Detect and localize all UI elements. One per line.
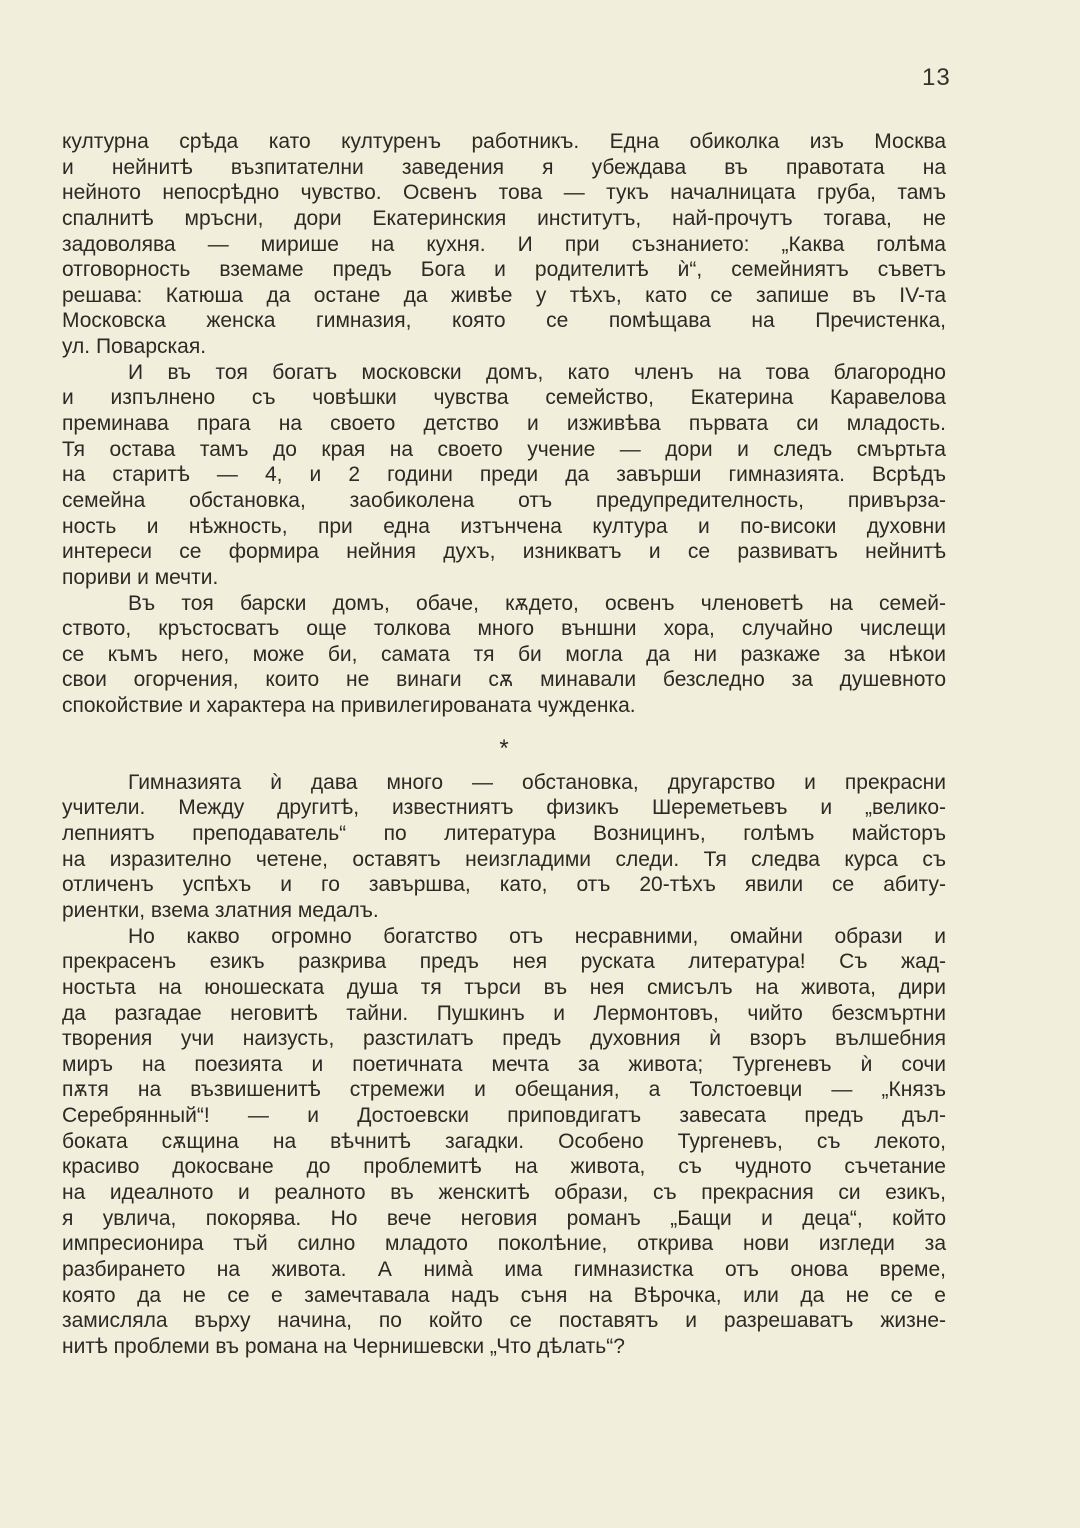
text-line-content: отговорность вземаме предъ Бога и родителитѣ ѝ“, семейниятъ съветъ	[62, 258, 946, 282]
text-line-content: пориви и мечти.	[62, 565, 219, 589]
text-line-content: ностьта на юношеската душа тя търси въ нея смисълъ на живота, дири	[62, 975, 946, 999]
text-line-content: на идеалното и реалното въ женскитѣ образи, съ прекрасния си езикъ,	[62, 1180, 946, 1204]
text-line	[62, 1026, 946, 1052]
text-line-content: спалнитѣ мръсни, дори Екатеринския институтъ, най-прочутъ тогава, не	[62, 206, 946, 230]
text-line	[62, 667, 946, 693]
text-line	[62, 872, 946, 898]
text-line-content: прекрасенъ езикъ разкрива предъ нея руската литература! Съ жад-	[62, 950, 946, 974]
text-line-content: отличенъ успѣхъ и го завършва, като, отъ 20-тѣхъ явили се абиту-	[62, 873, 946, 897]
text-line-content: замисляла върху начина, по който се поставятъ и разрешаватъ жизне-	[62, 1309, 946, 1333]
text-line	[62, 1052, 946, 1078]
text-line-content: задоволява — мирише на кухня. И при съзнанието: „Каква голѣма	[62, 232, 946, 256]
text-line-content: на старитѣ — 4, и 2 години преди да завърши гимназията. Всрѣдъ	[62, 463, 946, 487]
text-line	[62, 591, 946, 617]
text-line-content: Гимназията ѝ дава много — обстановка, другарство и прекрасни	[128, 770, 946, 794]
text-line-content: да разгадае неговитѣ тайни. Пушкинъ и Лермонтовъ, чийто безсмъртни	[62, 1001, 946, 1025]
text-line	[62, 616, 946, 642]
text-line	[62, 385, 946, 411]
text-line-content: семейна обстановка, заобиколена отъ предупредителность, привърза-	[62, 488, 946, 512]
text-line	[62, 180, 946, 206]
text-line-content: ность и нѣжность, при една изтънчена култура и по-високи духовни	[62, 514, 946, 538]
text-line-content: импресионира тъй силно младото поколѣние, открива нови изгледи за	[62, 1232, 946, 1256]
text-line-content: разбирането на живота. А нимà има гимназистка отъ онова време,	[62, 1257, 946, 1281]
text-line	[62, 462, 946, 488]
text-line-content: ството, кръстосватъ още толкова много външни хора, случайно числещи	[62, 617, 946, 641]
text-line-content: на изразително четене, оставятъ неизгладими следи. Тя следва курса съ	[62, 847, 946, 871]
text-line-content: творения учи наизусть, разстилатъ предъ духовния ѝ взоръ вълшебния	[62, 1027, 946, 1051]
text-line	[62, 514, 946, 540]
text-line-content: ул. Поварская.	[62, 335, 207, 359]
text-line-content: спокойствие и характера на привилегированата чужденка.	[62, 694, 636, 718]
text-line-content: се къмъ него, може би, самата тя би могла да ни разкаже за нѣкои	[62, 642, 946, 666]
text-line	[62, 437, 946, 463]
text-line	[62, 1103, 946, 1129]
text-line	[62, 898, 946, 924]
text-line-content: красиво докосване до проблемитѣ на живота, съ чудното съчетание	[62, 1155, 946, 1179]
paragraph	[62, 924, 946, 1360]
text-line	[62, 693, 946, 719]
text-line-content: нейното непосрѣдно чувство. Освенъ това — тукъ началницата груба, тамъ	[62, 181, 946, 205]
text-line	[62, 1180, 946, 1206]
text-line	[62, 1206, 946, 1232]
text-line	[62, 360, 946, 386]
paragraph	[62, 129, 946, 360]
text-line	[62, 924, 946, 950]
text-line-content: пѫтя на възвишенитѣ стремежи и обещания, а Толстоевци — „Князъ	[62, 1078, 946, 1102]
text-line-content: Но какво огромно богатство отъ несравними, омайни образи и	[128, 924, 946, 948]
body-text	[62, 129, 946, 1359]
text-line-content: боката сѫщина на вѣчнитѣ загадки. Особено Тургеневъ, съ лекото,	[62, 1129, 946, 1153]
text-line	[62, 642, 946, 668]
text-line-content: която да не се е замечтавала надъ съня на Вѣрочка, или да не се е	[62, 1283, 946, 1307]
text-line	[62, 488, 946, 514]
text-line	[62, 821, 946, 847]
text-line-content: риентки, взема златния медалъ.	[62, 898, 379, 922]
text-line-content: лепниятъ преподаватель“ по литература Возницинъ, голѣмъ майсторъ	[62, 822, 946, 846]
text-line	[62, 155, 946, 181]
text-line-content: и изпълнено съ човѣшки чувства семейство, Екатерина Каравелова	[62, 386, 946, 410]
text-line	[62, 795, 946, 821]
paragraph	[62, 591, 946, 719]
text-line	[62, 539, 946, 565]
text-line-content: миръ на поезията и поетичната мечта за живота; Тургеневъ ѝ сочи	[62, 1052, 946, 1076]
text-line	[62, 1001, 946, 1027]
text-line-content: я увлича, покорява. Но вече неговия романъ „Бащи и деца“, който	[62, 1206, 946, 1230]
text-line	[62, 206, 946, 232]
text-line-content: Въ тоя барски домъ, обаче, кѫдето, освенъ членоветѣ на семей-	[128, 591, 946, 615]
text-line-content: културна срѣда като културенъ работникъ. Една обиколка изъ Москва	[62, 130, 946, 153]
text-line	[62, 565, 946, 591]
text-line	[62, 975, 946, 1001]
text-line-content: Московска женска гимназия, която се помѣщава на Пречистенка,	[62, 309, 946, 333]
text-line	[62, 1154, 946, 1180]
text-line-content: и нейнитѣ възпитателни заведения я убеждава въ правотата на	[62, 155, 946, 179]
paragraph	[62, 360, 946, 591]
text-line	[62, 334, 946, 360]
text-line-content: преминава прага на своето детство и изживѣва първата си младость.	[62, 412, 946, 436]
paragraph	[62, 770, 946, 924]
text-line	[62, 411, 946, 437]
text-line	[62, 232, 946, 258]
text-line	[62, 283, 946, 309]
text-line	[62, 1283, 946, 1309]
text-line	[62, 1231, 946, 1257]
text-line	[62, 1257, 946, 1283]
text-line-content: интереси се формира нейния духъ, изникватъ и се развиватъ нейнитѣ	[62, 540, 946, 564]
text-line-content: решава: Катюша да остане да живѣе у тѣхъ, като се запише въ IV-та	[62, 283, 946, 307]
text-line	[62, 847, 946, 873]
text-line	[62, 1334, 946, 1360]
section-separator: *	[499, 734, 509, 762]
page-number: 13	[922, 64, 951, 91]
text-line	[62, 308, 946, 334]
text-line-content: Тя остава тамъ до края на своето учение — дори и следъ смъртьта	[62, 437, 946, 461]
text-line-content: Серебрянный“! — и Достоевски приповдигатъ завесата предъ дъл-	[62, 1104, 946, 1128]
text-line-content: свои огорчения, които не винаги сѫ минавали безследно за душевното	[62, 668, 946, 692]
text-line	[62, 1077, 946, 1103]
text-line-content: нитѣ проблеми въ романа на Чернишевски „Что дѣлать“?	[62, 1334, 625, 1358]
text-line	[62, 1129, 946, 1155]
text-line	[62, 257, 946, 283]
text-line-content: учители. Между другитѣ, известниятъ физикъ Шереметьевъ и „велико-	[62, 796, 946, 820]
text-line	[62, 949, 946, 975]
text-line-content: И въ тоя богатъ московски домъ, като членъ на това благородно	[128, 360, 946, 384]
text-line	[62, 129, 946, 155]
text-line	[62, 1308, 946, 1334]
text-line	[62, 770, 946, 796]
